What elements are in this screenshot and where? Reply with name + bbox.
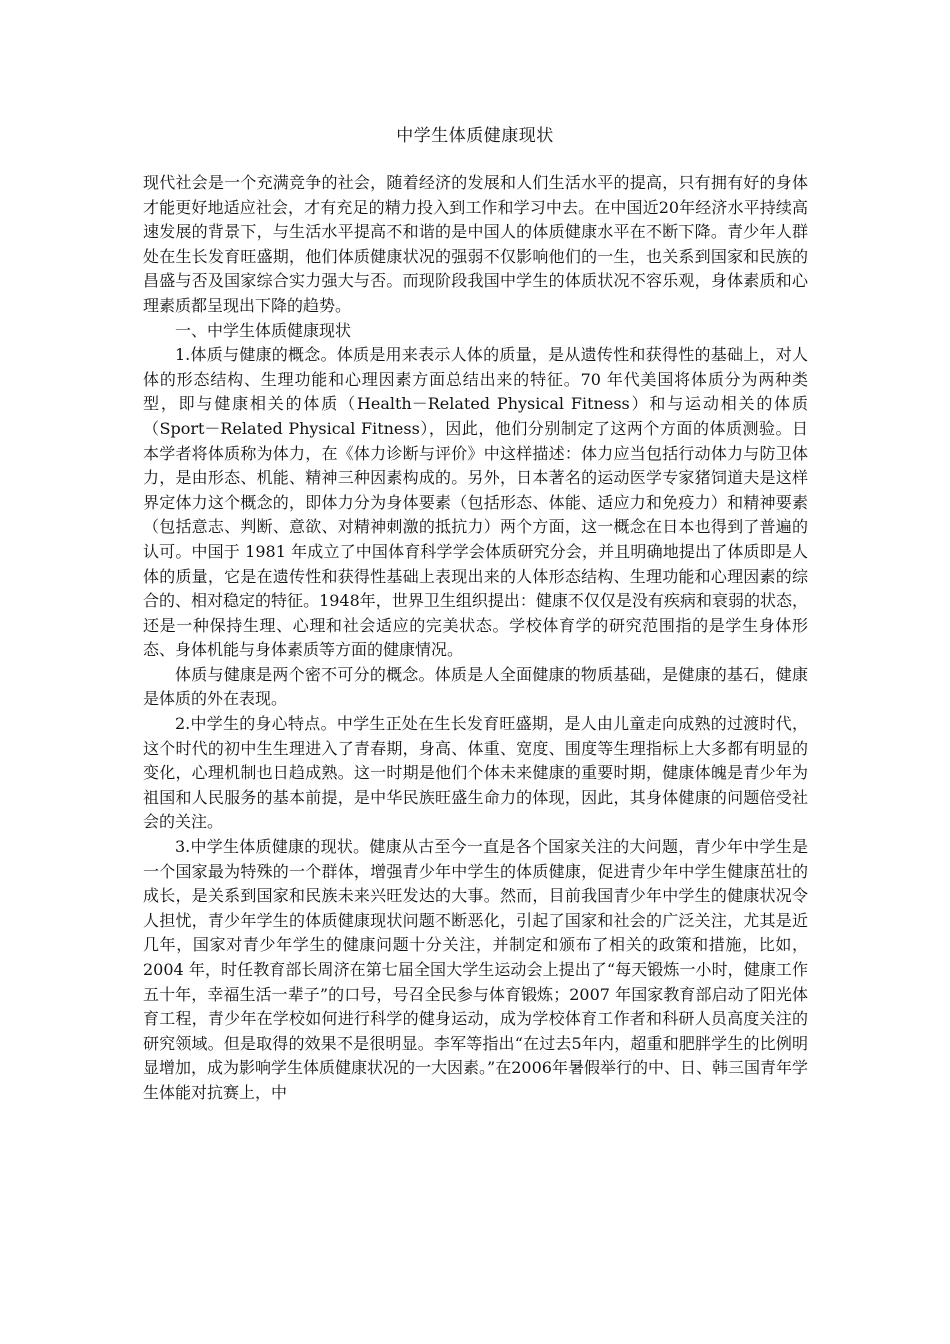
characteristics-paragraph: 2.中学生的身心特点。中学生正处在生长发育旺盛期，是人由儿童走向成熟的过渡时代，这个时代的初中生生理进入了青春期，身高、体重、宽度、围度等生理指标上大多都有明显的变化，心理机制也日趋成熟。这一时期是他们个体未来健康的重要时期，健康体魄是青少年为祖国和人民服务的基本前提，是中华民族旺盛生命力的体现，因此，其身体健康的问题倍受社会的关注。	[143, 714, 808, 832]
concept-paragraph: 1.体质与健康的概念。体质是用来表示人体的质量，是从遗传性和获得性的基础上，对人体的形态结构、生理功能和心理因素方面总结出来的特征。70 年代美国将体质分为两种类型，即与健康相关的体质（Health－Related Physical Fitness）和与运动相关的体质（Sport－Related Physical Fitness），因此，他们分别制定了这两个方面的体质测验。日本学者将体质称为体力，在《体力诊断与评价》中这样描述：体力应当包括行动体力与防卫体力，是由形态、机能、精神三种因素构成的。另外，日本著名的运动医学专家猪饲道夫是这样界定体力这个概念的，即体力分为身体要素（包括形态、体能、适应力和免疫力）和精神要素（包括意志、判断、意欲、对精神刺激的抵抗力）两个方面，这一概念在日本也得到了普遍的认可。中国于 1981 年成立了中国体育科学学会体质研究分会，并且明确地提出了体质即是人体的质量，它是在遗传性和获得性基础上表现出来的人体形态结构、生理功能和心理因素的综合的、相对稳定的特征。1948年，世界卫生组织提出：健康不仅仅是没有疾病和衰弱的状态，还是一种保持生理、心理和社会适应的完美状态。学校体育学的研究范围指的是学生身体形态、身体机能与身体素质等方面的健康情况。	[143, 345, 808, 660]
intro-paragraph: 现代社会是一个充满竞争的社会，随着经济的发展和人们生活水平的提高，只有拥有好的身体才能更好地适应社会，才有充足的精力投入到工作和学习中去。在中国近20年经济水平持续高速发展的背景下，与生活水平提高不和谐的是中国人的体质健康水平在不断下降。青少年人群处在生长发育旺盛期，他们体质健康状况的强弱不仅影响他们的一生，也关系到国家和民族的昌盛与否及国家综合实力强大与否。而现阶段我国中学生的体质状况不容乐观，身体素质和心理素质都呈现出下降的趋势。	[143, 173, 808, 315]
document-title: 中学生体质健康现状	[396, 126, 554, 146]
section-heading: 一、中学生体质健康现状	[175, 320, 352, 340]
relationship-paragraph: 体质与健康是两个密不可分的概念。体质是人全面健康的物质基础，是健康的基石，健康是体质的外在表现。	[143, 664, 808, 709]
document-body	[143, 171, 808, 1106]
status-paragraph: 3.中学生体质健康的现状。健康从古至今一直是各个国家关注的大问题，青少年中学生是一个国家最为特殊的一个群体，增强青少年中学生的体质健康，促进青少年中学生健康茁壮的成长，是关系到国家和民族未来兴旺发达的大事。然而，目前我国青少年中学生的健康状况令人担忧，青少年学生的体质健康现状问题不断恶化，引起了国家和社会的广泛关注，尤其是近几年，国家对青少年学生的健康问题十分关注，并制定和颁布了相关的政策和措施，比如，2004 年，时任教育部长周济在第七届全国大学生运动会上提出了“每天锻炼一小时，健康工作五十年，幸福生活一辈子”的口号，号召全民参与体育锻炼；2007 年国家教育部启动了阳光体育工程，青少年在学校如何进行科学的健身运动，成为学校体育工作者和科研人员高度关注的研究领域。但是取得的效果不是很明显。李军等指出“在过去5年内，超重和肥胖学生的比例明显增加，成为影响学生体质健康状况的一大因素。”在2006年暑假举行的中、日、韩三国青年学生体能对抗赛上，中	[143, 837, 808, 1102]
